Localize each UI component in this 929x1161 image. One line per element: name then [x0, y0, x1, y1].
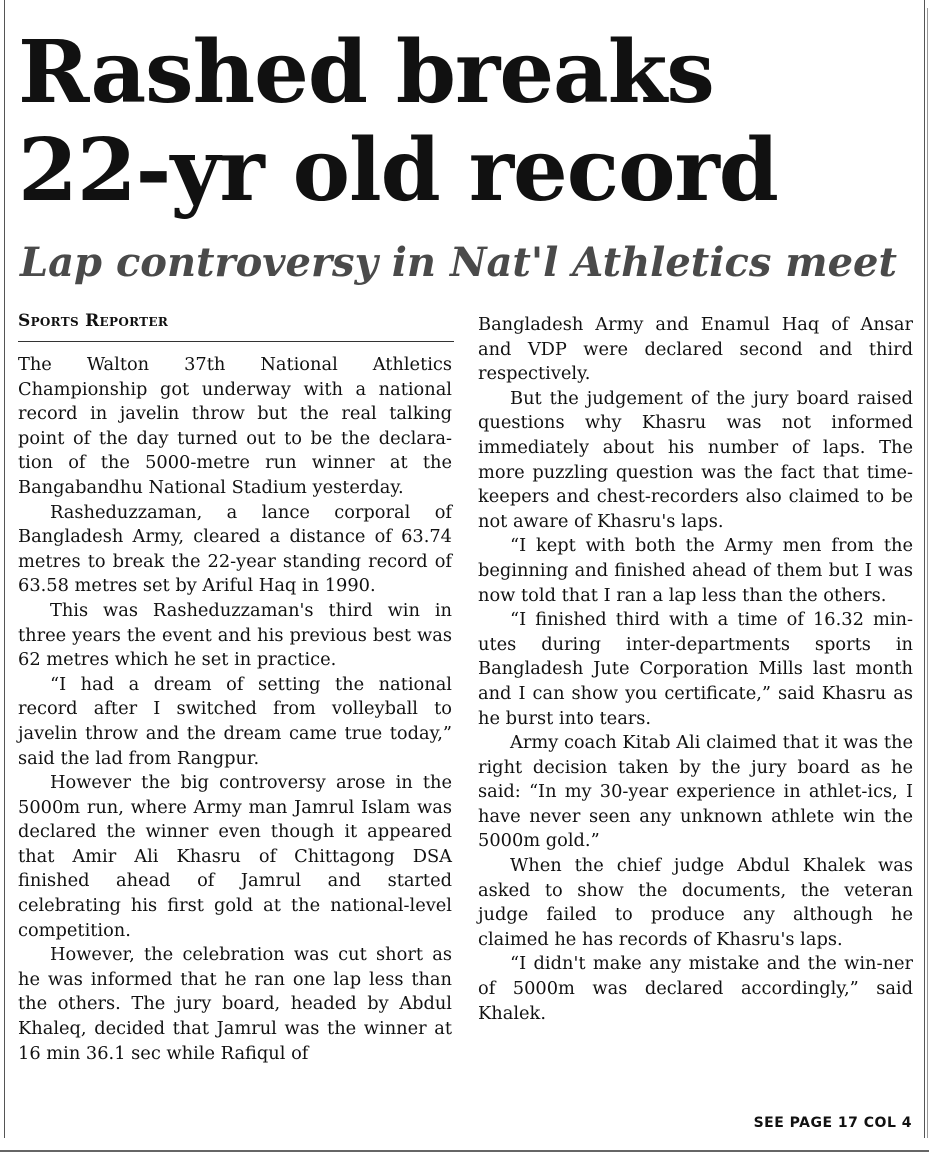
paragraph: However, the celebration was cut short as he was informed that he ran one lap less than the others. The jury board, headed by Abdul Khaleq, decided that Jamrul was the winner at 16 min 36.1 sec while Rafiqul of	[18, 944, 452, 1064]
paragraph: When the chief judge Abdul Khalek was asked to show the documents, the veteran judge failed to produce any although he claimed he has records of Khasru's laps.	[478, 855, 913, 950]
paragraph: The Walton 37th National Athletics Championship got underway with a national record in javelin throw but the real talking point of the day turned out to be the declara-tion of the 5000-metre run winner at the Bangabandhu National Stadium yesterday.	[18, 354, 452, 498]
right-border	[924, 0, 925, 1138]
byline: Sports Reporter	[18, 311, 169, 331]
paragraph: Rasheduzzaman, a lance corporal of Bangladesh Army, cleared a distance of 63.74 metres to break the 22-year standing record of 63.58 metres set by Ariful Haq in 1990.	[18, 501, 452, 597]
paragraph: But the judgement of the jury board raised questions why Khasru was not informed immediately about his number of laps. The more puzzling question was the fact that time-keepers and chest-recorders also claimed to be not aware of Khasru's laps.	[478, 387, 913, 532]
subheadline: Lap controversy in Nat'l Athletics meet	[20, 239, 897, 286]
continuation-note: SEE PAGE 17 COL 4	[753, 1115, 912, 1131]
paragraph: “I didn't make any mistake and the win-ner of 5000m was declared accordingly,” said Khalek.	[478, 953, 913, 1024]
byline-divider	[18, 341, 454, 342]
headline	[18, 24, 918, 220]
paragraph: Army coach Kitab Ali claimed that it was the right decision taken by the jury board as he said: “In my 30-year experience in athlet-ics, I have never seen any unknown athlete win the 5000m gold.”	[478, 732, 913, 852]
headline-line-2: 22-yr old record	[18, 120, 778, 221]
paragraph: “I finished third with a time of 16.32 min-utes during inter-departments sports in Bangladesh Jute Corporation Mills last month and I can show you certificate,” said Khasru as he burst into tears.	[478, 609, 913, 729]
paragraph: “I kept with both the Army men from the beginning and finished ahead of them but I was now told that I ran a lap less than the others.	[478, 535, 913, 606]
headline-line-1: Rashed breaks	[18, 22, 714, 123]
paragraph: “I had a dream of setting the national record after I switched from volleyball to javelin throw and the dream came true today,” said the lad from Rangpur.	[18, 673, 452, 769]
paragraph: However the big controversy arose in the 5000m run, where Army man Jamrul Islam was declared the winner even though it appeared that Amir Ali Khasru of Chittagong DSA finished ahead of Jamrul and started celebrating his first gold at the national-level competition.	[18, 772, 452, 941]
article-column-2	[478, 313, 913, 1026]
paragraph: This was Rasheduzzaman's third win in three years the event and his previous best was 62 metres which he set in practice.	[18, 599, 452, 671]
article-column-1	[18, 353, 452, 1066]
paragraph: Bangladesh Army and Enamul Haq of Ansar and VDP were declared second and third respectively.	[478, 314, 913, 385]
bottom-border	[0, 1150, 929, 1152]
left-border	[4, 0, 5, 1138]
right-border-outer	[927, 8, 928, 1138]
